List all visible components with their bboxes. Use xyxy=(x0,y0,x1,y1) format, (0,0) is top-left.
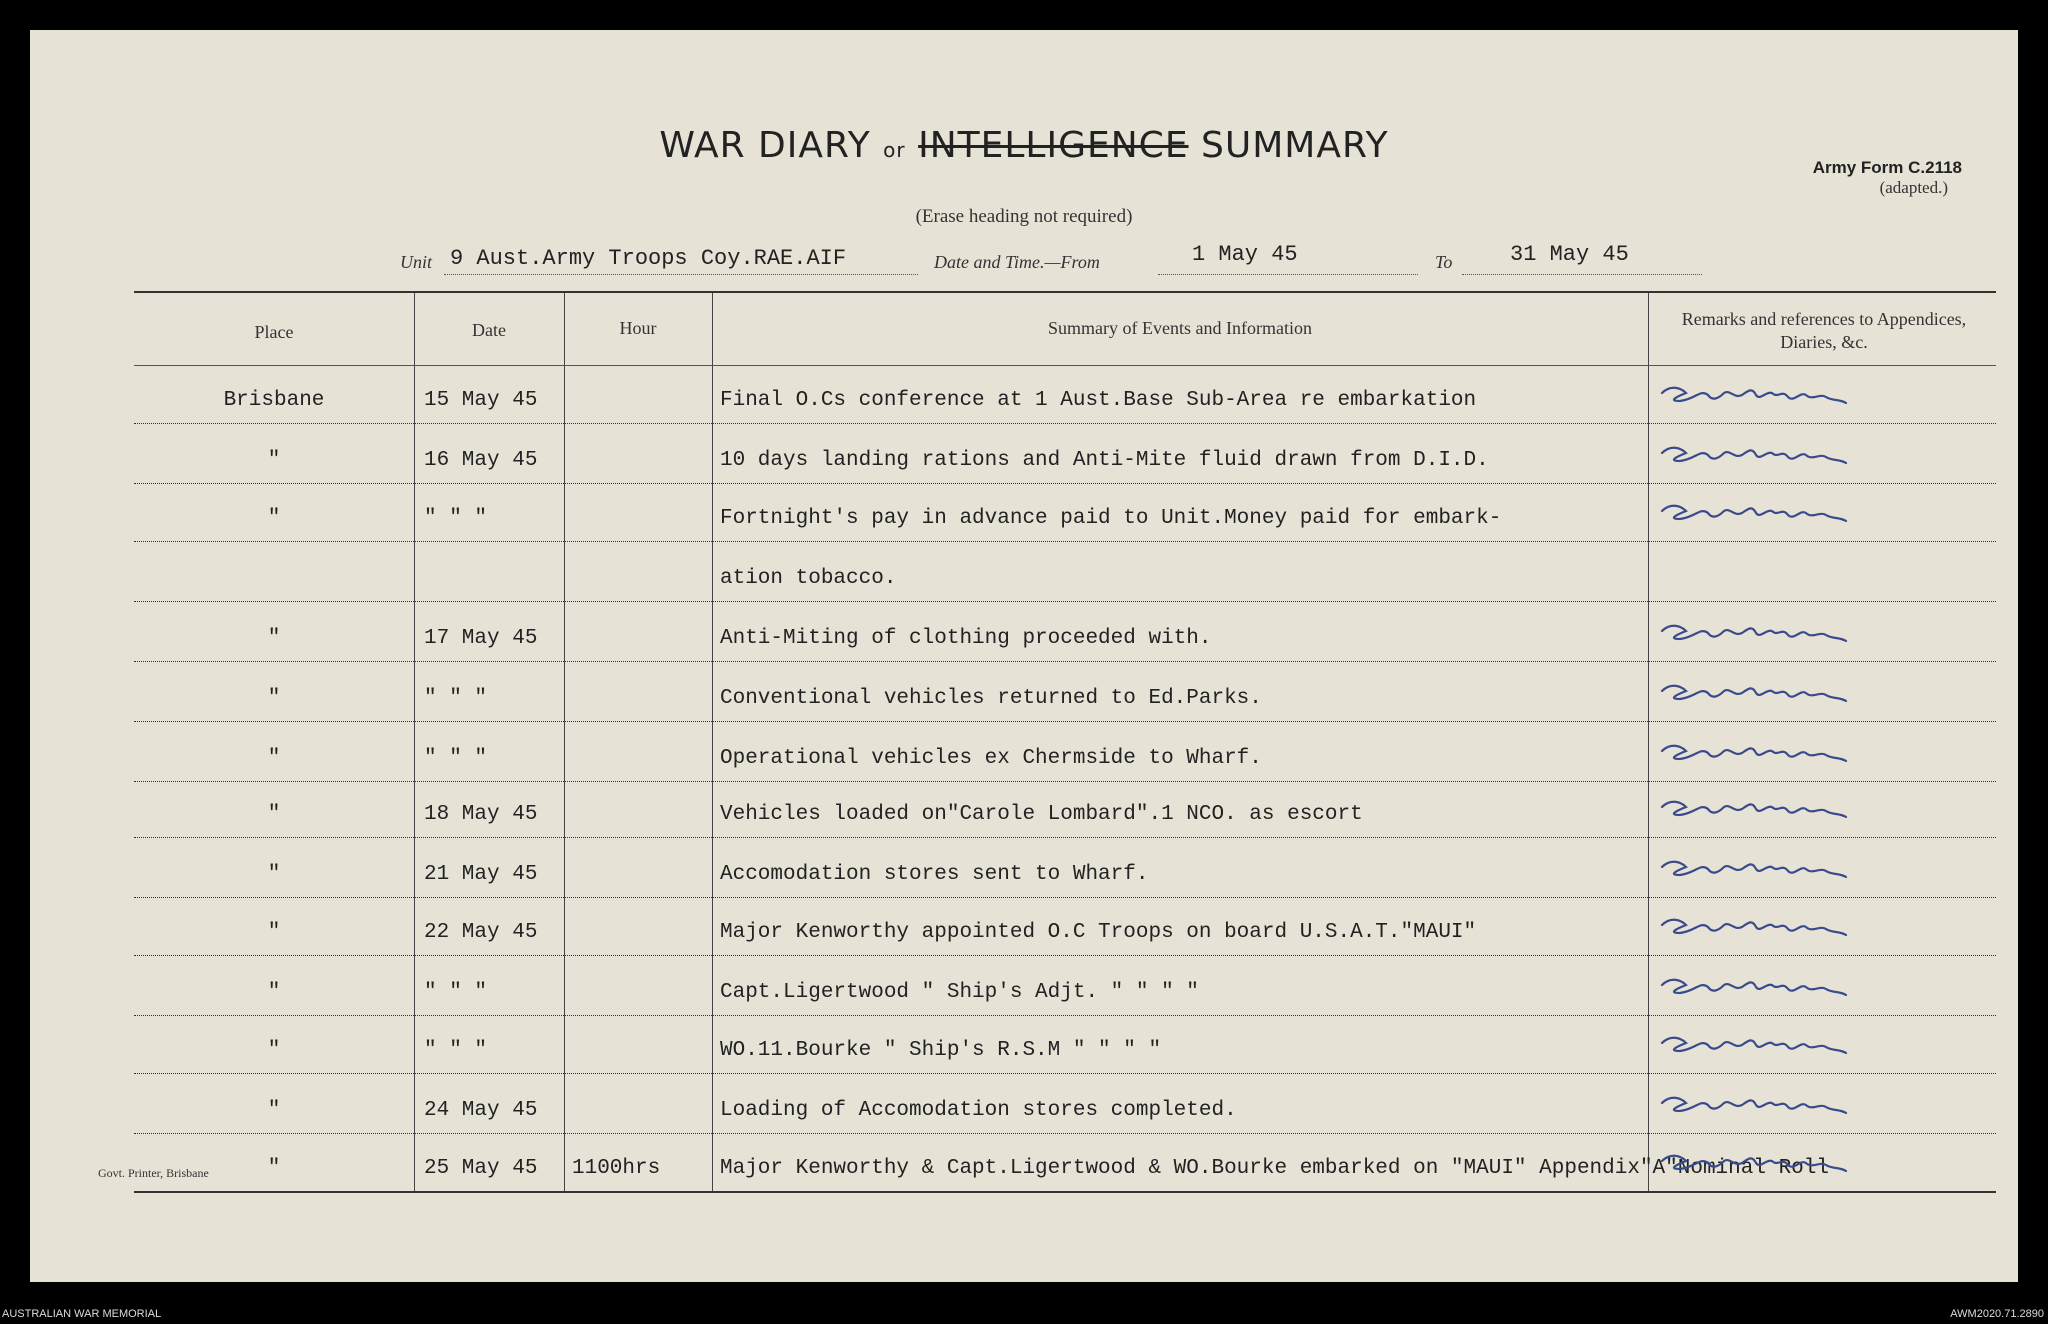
table-row xyxy=(134,1015,1996,1016)
subtitle: (Erase heading not required) xyxy=(915,206,1133,227)
to-value: 31 May 45 xyxy=(1510,242,1629,267)
title-struck-intelligence: INTELLIGENCE xyxy=(918,125,1189,166)
row-date: " " " xyxy=(424,747,488,770)
row-place: " xyxy=(267,627,281,650)
table-row xyxy=(134,483,1996,484)
table-row xyxy=(134,601,1996,602)
row-date: " " " xyxy=(424,1039,488,1062)
title-summary: SUMMARY xyxy=(1201,125,1389,166)
diary-table xyxy=(134,291,1996,1193)
signature-icon xyxy=(1656,911,1876,945)
row-summary: Final O.Cs conference at 1 Aust.Base Sub-Area re embarkation xyxy=(720,389,1477,412)
signature-icon xyxy=(1656,677,1876,711)
row-place: Brisbane xyxy=(223,389,325,412)
army-form-label xyxy=(1762,158,1962,198)
signature-icon xyxy=(1656,793,1876,827)
row-summary: Anti-Miting of clothing proceeded with. xyxy=(720,627,1212,650)
row-summary: Accomodation stores sent to Wharf. xyxy=(720,863,1149,886)
footer-archive-name: AUSTRALIAN WAR MEMORIAL xyxy=(2,1308,162,1320)
row-date: 22 May 45 xyxy=(424,921,538,944)
table-row xyxy=(134,781,1996,782)
col-divider xyxy=(414,293,415,1191)
signature-icon xyxy=(1656,617,1876,651)
col-divider xyxy=(564,293,565,1191)
row-summary: Vehicles loaded on"Carole Lombard".1 NCO. as escort xyxy=(720,803,1363,826)
row-place: " xyxy=(267,803,281,826)
col-divider xyxy=(712,293,713,1191)
signature-icon xyxy=(1656,971,1876,1005)
row-summary: Major Kenworthy appointed O.C Troops on board U.S.A.T."MAUI" xyxy=(720,921,1477,944)
footer-reference: AWM2020.71.2890 xyxy=(1950,1308,2044,1320)
from-dotline xyxy=(1158,274,1418,275)
row-place: " xyxy=(267,507,281,530)
diary-page xyxy=(30,30,2018,1282)
army-form-title: Army Form C.2118 xyxy=(1812,158,1962,177)
from-value: 1 May 45 xyxy=(1192,242,1298,267)
army-form-sub: (adapted.) xyxy=(1879,178,1948,197)
printer-credit: Govt. Printer, Brisbane xyxy=(98,1166,209,1180)
date-label: Date and Time.—From xyxy=(934,252,1100,272)
signature-icon xyxy=(1656,497,1876,531)
row-date: " " " xyxy=(424,981,488,1004)
table-row xyxy=(134,837,1996,838)
page-title xyxy=(30,125,2018,166)
row-place: " xyxy=(267,921,281,944)
title-war-diary: WAR DIARY xyxy=(659,125,871,166)
row-date: 21 May 45 xyxy=(424,863,538,886)
signature-icon xyxy=(1656,1029,1876,1063)
row-summary: Capt.Ligertwood " Ship's Adjt. " " " " xyxy=(720,981,1199,1004)
row-summary: Major Kenworthy & Capt.Ligertwood & WO.Bourke embarked on "MAUI" Appendix"A"Nominal Roll xyxy=(720,1157,1829,1180)
row-summary: Fortnight's pay in advance paid to Unit.Money paid for embark- xyxy=(720,507,1502,530)
row-place: " xyxy=(267,449,281,472)
table-row xyxy=(134,541,1996,542)
row-summary: WO.11.Bourke " Ship's R.S.M " " " " xyxy=(720,1039,1162,1062)
table-row xyxy=(134,897,1996,898)
col-divider xyxy=(1648,293,1649,1191)
row-date: 16 May 45 xyxy=(424,449,538,472)
unit-label: Unit xyxy=(400,252,433,272)
row-date: 15 May 45 xyxy=(424,389,538,412)
signature-icon xyxy=(1656,853,1876,887)
row-place: " xyxy=(267,981,281,1004)
unit-dotline xyxy=(444,274,918,275)
row-date: 24 May 45 xyxy=(424,1099,538,1122)
signature-icon xyxy=(1656,1089,1876,1123)
table-row xyxy=(134,1073,1996,1074)
col-header-summary: Summary of Events and Information xyxy=(1048,318,1312,339)
row-date: 17 May 45 xyxy=(424,627,538,650)
row-summary: Operational vehicles ex Chermside to Wharf. xyxy=(720,747,1262,770)
row-date: 18 May 45 xyxy=(424,803,538,826)
signature-icon xyxy=(1656,379,1876,413)
table-row xyxy=(134,955,1996,956)
to-label: To xyxy=(1435,252,1453,272)
table-row xyxy=(134,661,1996,662)
table-row xyxy=(134,721,1996,722)
table-row xyxy=(134,1133,1996,1134)
unit-value: 9 Aust.Army Troops Coy.RAE.AIF xyxy=(450,246,847,271)
row-date: " " " xyxy=(424,507,488,530)
col-header-remarks: Remarks and references to Appendices, Diaries, &c. xyxy=(1681,308,1967,352)
row-place: " xyxy=(267,1157,281,1180)
row-place: " xyxy=(267,1099,281,1122)
row-hour: 1100hrs xyxy=(572,1157,661,1180)
row-summary: ation tobacco. xyxy=(720,567,897,590)
row-summary: Loading of Accomodation stores completed. xyxy=(720,1099,1237,1122)
row-summary: 10 days landing rations and Anti-Mite fluid drawn from D.I.D. xyxy=(720,449,1489,472)
unit-line xyxy=(30,240,2018,274)
signature-icon xyxy=(1656,1147,1876,1181)
title-or: or xyxy=(883,138,906,162)
col-header-date: Date xyxy=(472,320,506,341)
row-place: " xyxy=(267,863,281,886)
row-date: " " " xyxy=(424,687,488,710)
table-row xyxy=(134,423,1996,424)
row-place: " xyxy=(267,687,281,710)
table-row xyxy=(134,1191,1996,1192)
row-date: 25 May 45 xyxy=(424,1157,538,1180)
col-header-hour: Hour xyxy=(619,318,657,339)
signature-icon xyxy=(1656,439,1876,473)
row-summary: Conventional vehicles returned to Ed.Parks. xyxy=(720,687,1262,710)
signature-icon xyxy=(1656,737,1876,771)
col-header-place: Place xyxy=(254,322,294,343)
to-dotline xyxy=(1462,274,1702,275)
row-place: " xyxy=(267,747,281,770)
row-place: " xyxy=(267,1039,281,1062)
